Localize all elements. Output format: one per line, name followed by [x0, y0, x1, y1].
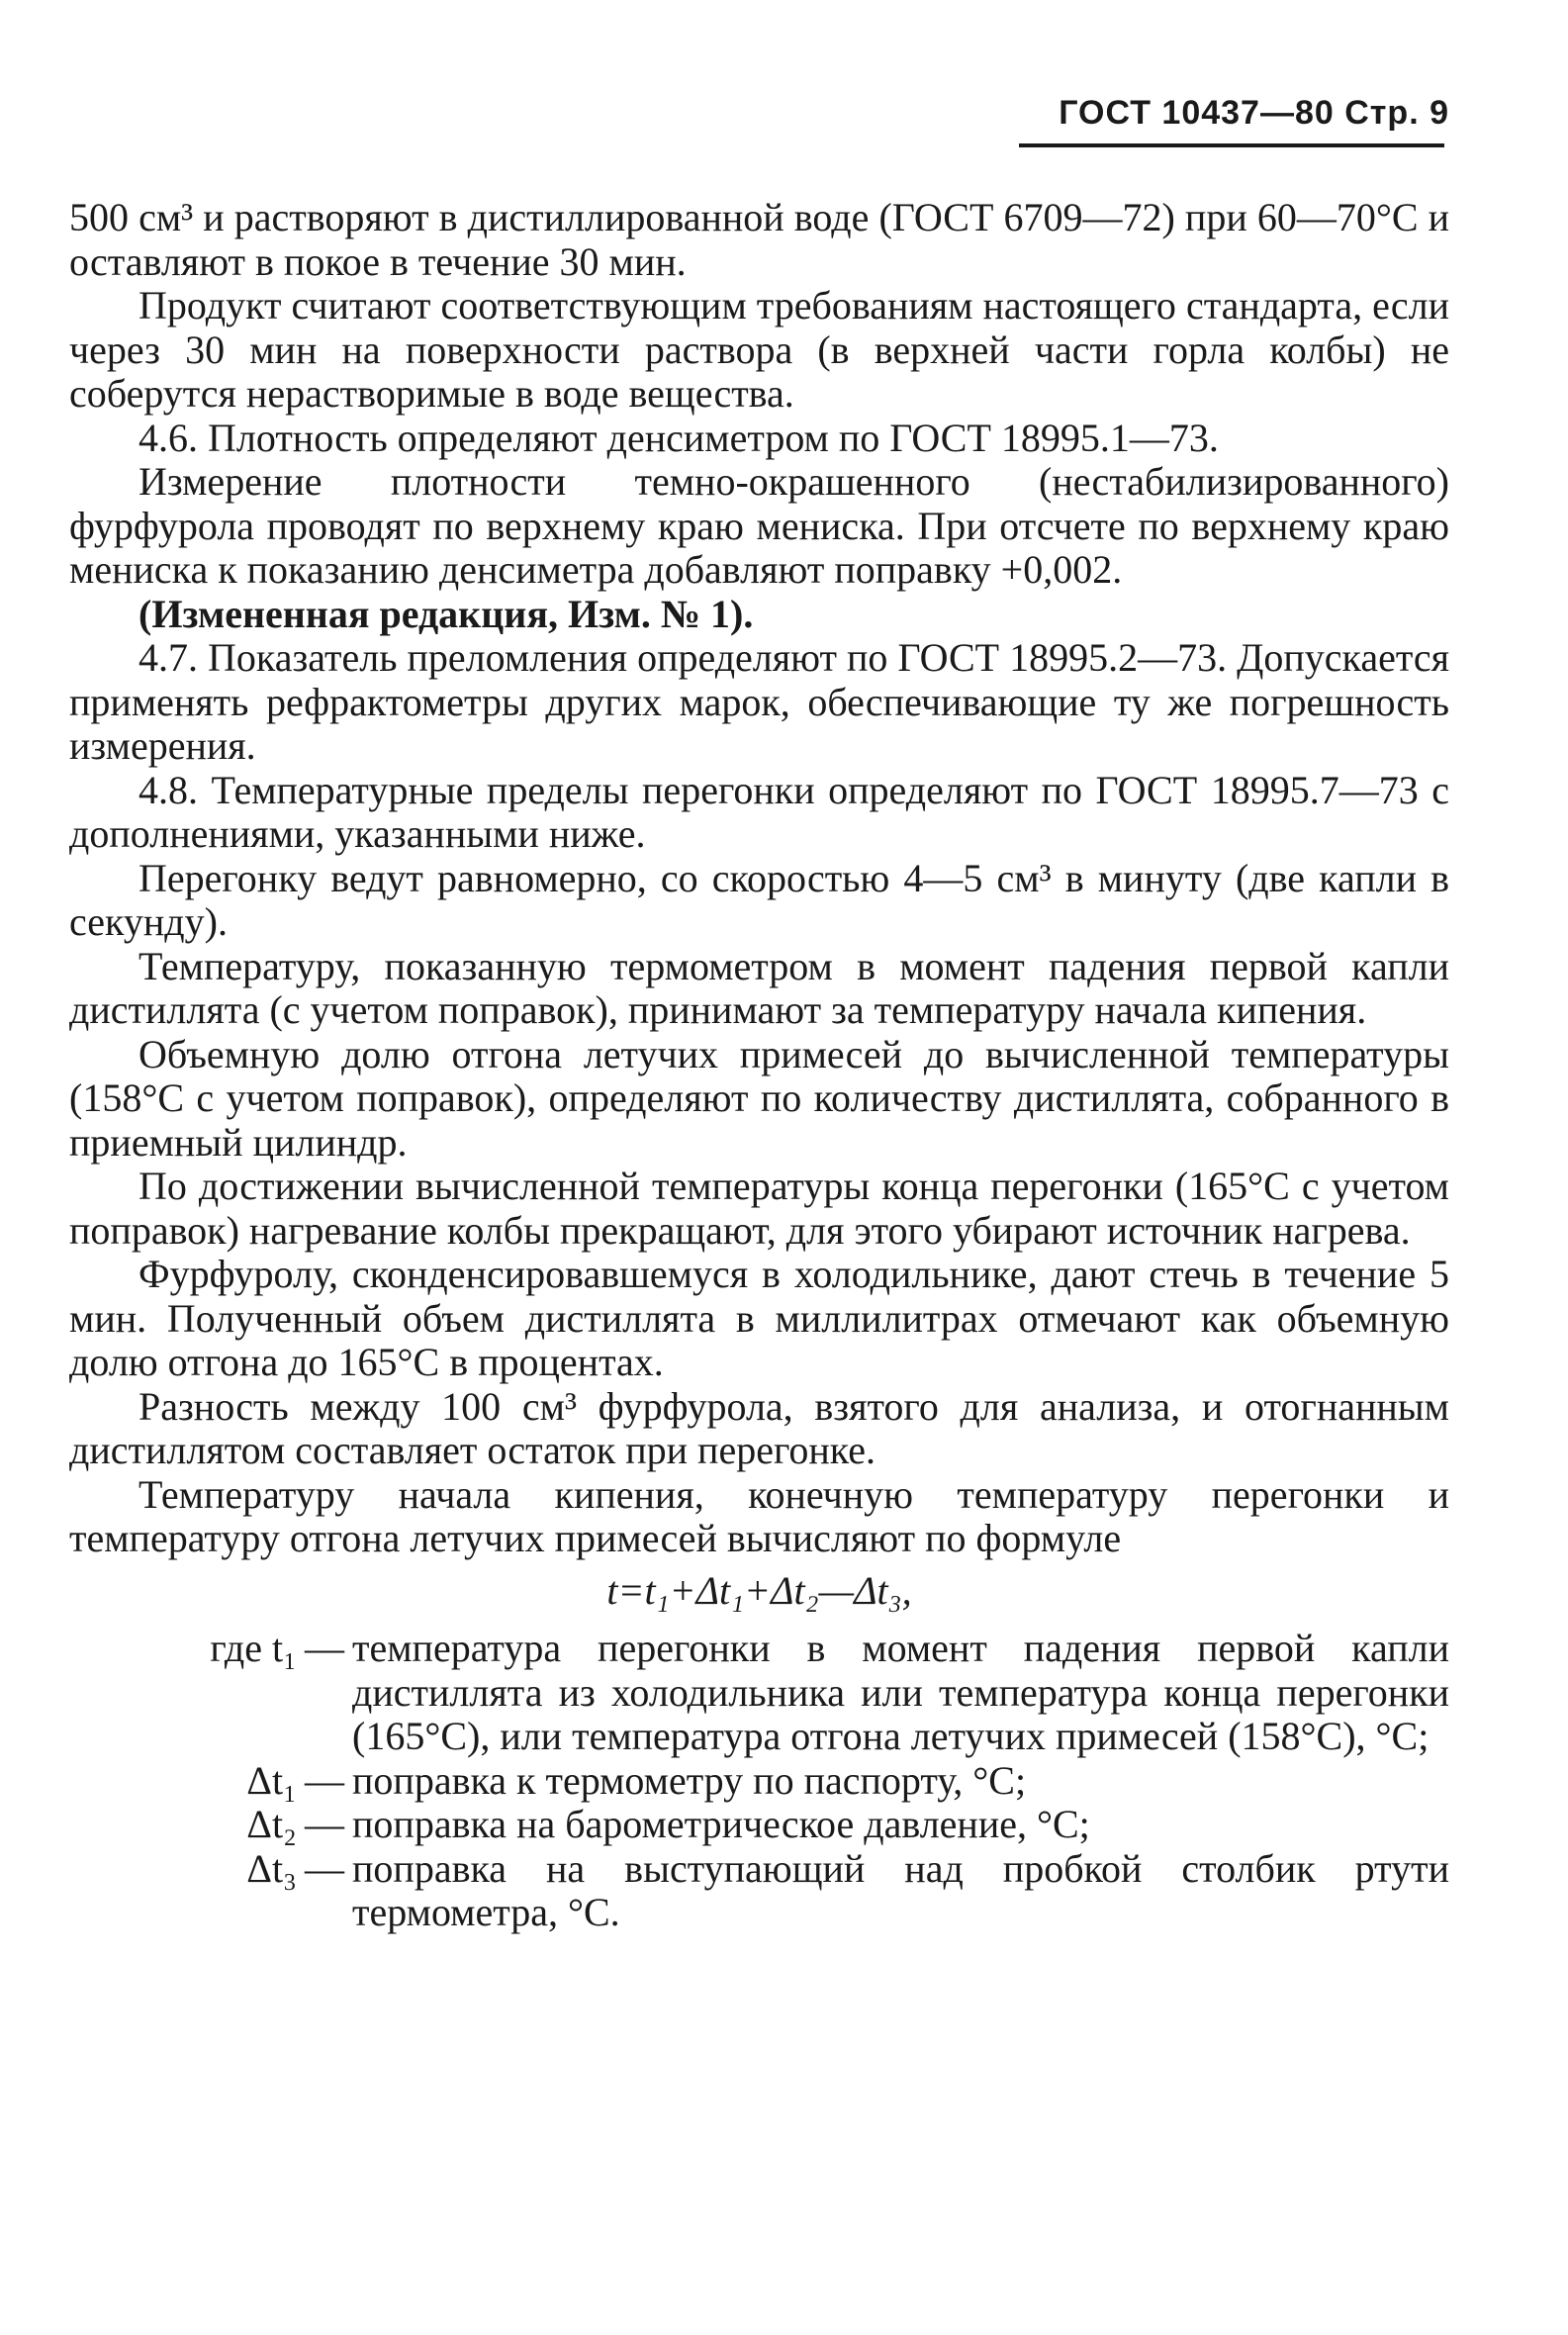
paragraph-section-4-7: 4.7. Показатель преломления определяют по ГОСТ 18995.2—73. Допускается применять рефрактометры других марок, обеспечивающие ту же погрешность измерения. [69, 635, 1449, 768]
paragraph: Перегонку ведут равномерно, со скоростью 4—5 см³ в минуту (две капли в секунду). [69, 855, 1449, 944]
definition-symbol: Δt₃ [246, 1845, 297, 1891]
paragraph: Продукт считают соответствующим требованиям настоящего стандарта, если через 30 мин на поверхности раствора (в верхней части горла колбы) не соберутся нерастворимые в воде вещества. [69, 283, 1449, 416]
document-body [69, 196, 1449, 1935]
definition-text: поправка на выступающий над пробкой столбик ртути термометра, °С. [352, 1845, 1449, 1934]
definition-dash: — [305, 1802, 344, 1846]
definition-symbol: Δt₁ [246, 1757, 297, 1803]
page-header: ГОСТ 10437—80 Стр. 9 [1059, 94, 1449, 132]
formula: t=t₁+Δt₁+Δt₂—Δt₃, [606, 1567, 912, 1613]
paragraph: Объемную долю отгона летучих примесей до вычисленной температуры (158°С с учетом поправок), определяют по количеству дистиллята, собранного в приемный цилиндр. [69, 1031, 1449, 1165]
definition-item [69, 1759, 1449, 1804]
definition-dash: — [305, 1845, 344, 1891]
paragraph: 500 см³ и растворяют в дистиллированной воде (ГОСТ 6709—72) при 60—70°С и оставляют в покое в течение 30 мин. [69, 195, 1449, 284]
definition-dash: — [305, 1757, 344, 1803]
definition-symbol: где t₁ [210, 1626, 297, 1670]
definition-dash: — [305, 1626, 344, 1670]
definition-symbol: Δt₂ [246, 1802, 297, 1846]
definition-item [69, 1627, 1449, 1759]
definition-text: поправка к термометру по паспорту, °С; [352, 1757, 1027, 1803]
definition-item [69, 1803, 1449, 1847]
paragraph: По достижении вычисленной температуры конца перегонки (165°С с учетом поправок) нагревание колбы прекращают, для этого убирают источник нагрева. [69, 1164, 1449, 1253]
definition-text: поправка на барометрическое давление, °С; [352, 1802, 1090, 1846]
paragraph: Разность между 100 см³ фурфурола, взятого для анализа, и отогнанным дистиллятом составляет остаток при перегонке. [69, 1383, 1449, 1472]
paragraph-section-4-6: 4.6. Плотность определяют денсиметром по ГОСТ 18995.1—73. [138, 415, 1219, 460]
definition-text: температура перегонки в момент падения первой капли дистиллята из холодильника или температура конца перегонки (165°С), или температура отгона летучих примесей (158°С), °С; [352, 1626, 1449, 1758]
definition-item [69, 1847, 1449, 1935]
paragraph-section-4-8: 4.8. Температурные пределы перегонки определяют по ГОСТ 18995.7—73 с дополнениями, указанными ниже. [69, 767, 1449, 856]
paragraph: Измерение плотности темно-окрашенного (нестабилизированного) фурфурола проводят по верхнему краю мениска. При отсчете по верхнему краю мениска к показанию денсиметра добавляют поправку +0,002. [69, 459, 1449, 592]
paragraph: Температуру начала кипения, конечную температуру перегонки и температуру отгона летучих примесей вычисляют по формуле [69, 1471, 1449, 1560]
definitions-list [69, 1627, 1449, 1935]
paragraph: Фурфуролу, сконденсировавшемуся в холодильнике, дают стечь в течение 5 мин. Полученный объем дистиллята в миллилитрах отмечают как объемную долю отгона до 165°С в процентах. [69, 1252, 1449, 1384]
header-rule [1019, 143, 1444, 147]
amendment-note: (Измененная редакция, Изм. № 1). [138, 591, 754, 636]
paragraph: Температуру, показанную термометром в момент падения первой капли дистиллята (с учетом поправок), принимают за температуру начала кипения. [69, 943, 1449, 1032]
